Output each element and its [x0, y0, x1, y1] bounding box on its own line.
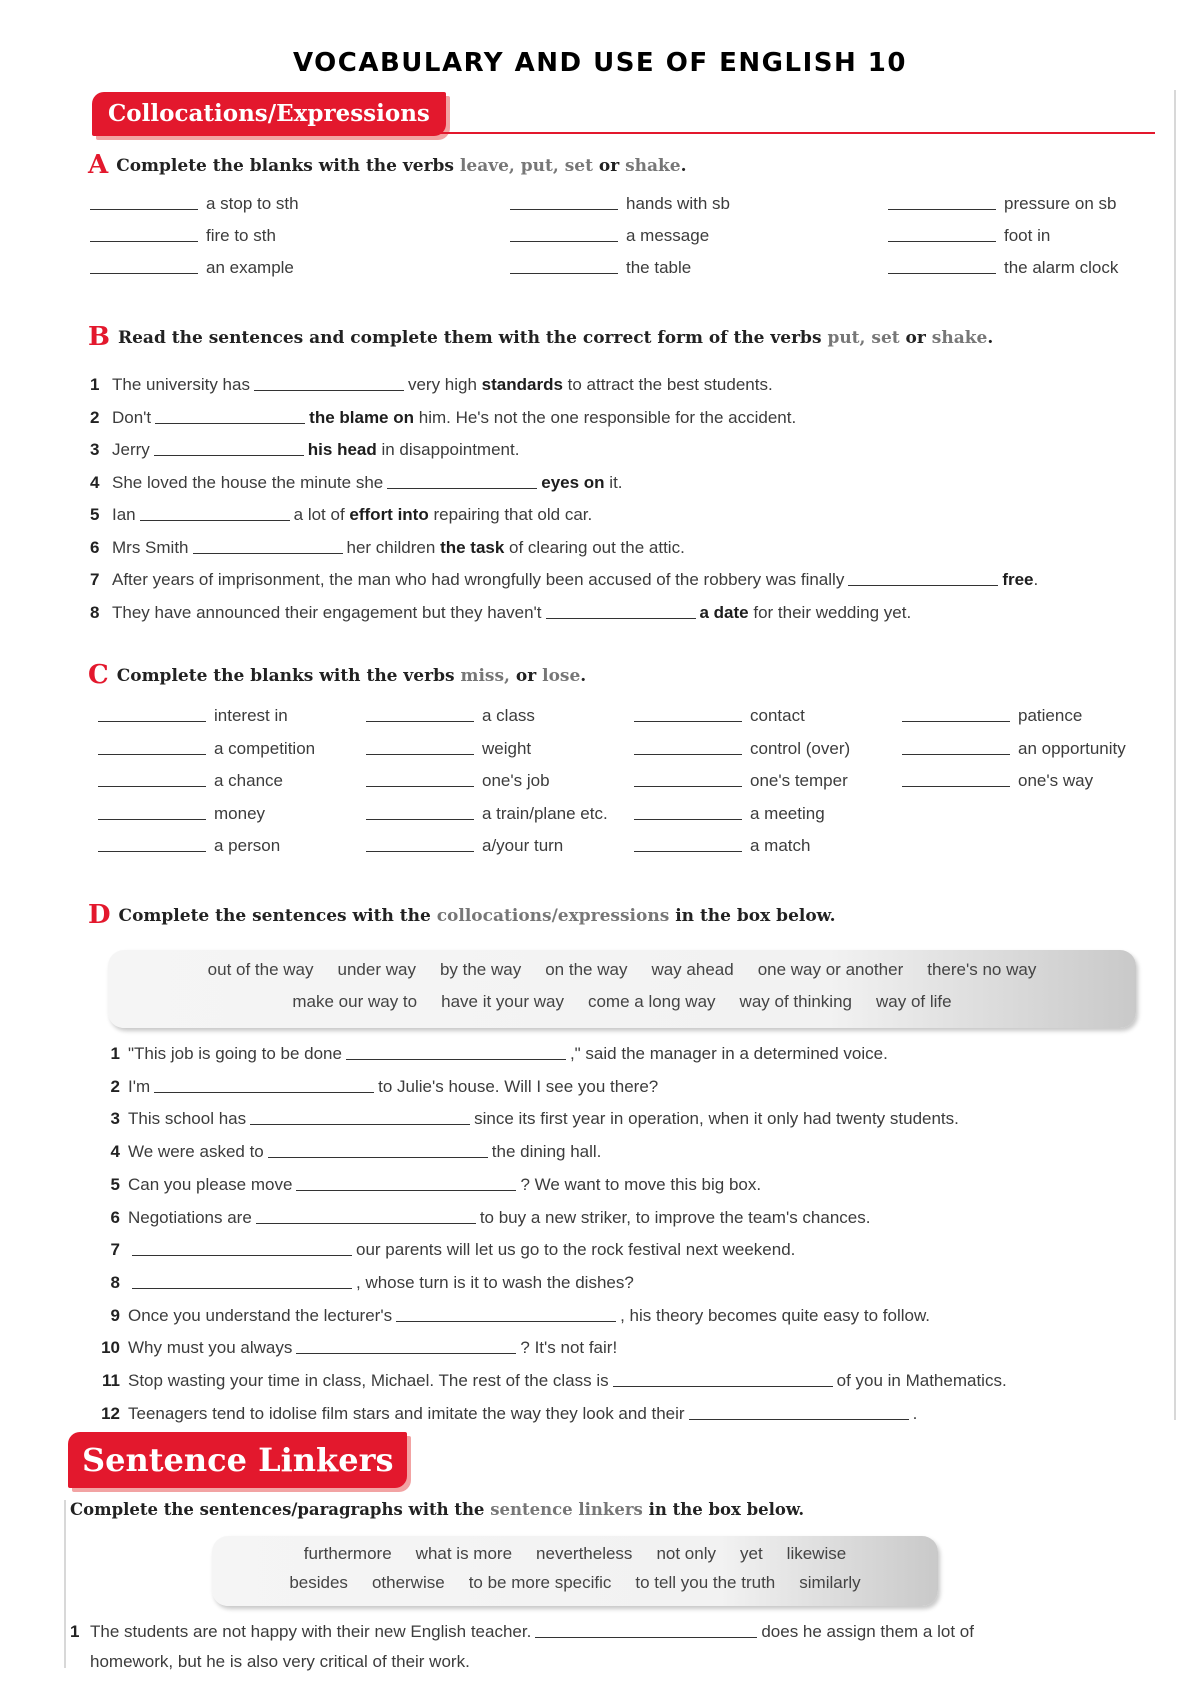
answer-blank[interactable]: [366, 721, 474, 722]
sentence-b-2: [90, 408, 796, 428]
answer-blank[interactable]: [346, 1059, 566, 1060]
vocab-item: [634, 836, 810, 856]
vocab-item-text: interest in: [214, 706, 288, 725]
vocab-item-text: a competition: [214, 738, 316, 758]
vocab-item: [634, 771, 848, 791]
answer-blank[interactable]: [98, 754, 206, 755]
answer-blank[interactable]: [193, 553, 343, 554]
sentence-text: repairing that old car.: [428, 505, 593, 524]
sentence-b-5: [90, 505, 592, 525]
sentence-number: 1: [110, 1044, 120, 1063]
sentence-text: After years of imprisonment, the man who had wrongfully been accused of the robbery was finally: [112, 570, 845, 589]
sentence-d-11: [96, 1371, 1007, 1391]
answer-blank[interactable]: [90, 209, 198, 210]
vocab-item-text: weight: [482, 738, 532, 758]
sentence-text: ? It's not fair!: [520, 1338, 618, 1358]
sentence-d-4: [96, 1142, 601, 1162]
sentence-text: I'm: [128, 1076, 151, 1096]
sentence-text: the dining hall.: [491, 1142, 602, 1162]
answer-blank[interactable]: [256, 1223, 476, 1224]
sentence-text: in disappointment.: [376, 440, 520, 459]
answer-blank[interactable]: [634, 819, 742, 820]
answer-blank[interactable]: [535, 1637, 757, 1638]
vocab-item: [366, 706, 535, 726]
answer-blank[interactable]: [848, 585, 998, 586]
vocab-item: [98, 771, 283, 791]
answer-blank[interactable]: [396, 1321, 616, 1322]
word-box-item: what is more: [415, 1544, 513, 1563]
sentence-text: .: [1033, 570, 1039, 589]
word-box-item: by the way: [439, 960, 522, 979]
sentence-text: The university has: [112, 375, 250, 394]
vocab-item-text: a class: [482, 706, 535, 725]
sentence-number: 3: [90, 440, 100, 459]
sentence-text: of you in Mathematics.: [836, 1371, 1007, 1390]
target-collocation: the blame on: [309, 407, 415, 427]
word-box-item: way ahead: [651, 960, 734, 979]
sentence-b-7: [90, 570, 1038, 590]
sentence-d-1: [96, 1044, 888, 1064]
sentence-text: Stop wasting your time in class, Michael. The rest of the class is: [128, 1371, 609, 1390]
word-box-item: likewise: [786, 1544, 847, 1563]
word-box-row: [108, 992, 1136, 1012]
sentence-text: to Julie's house. Will I see you there?: [378, 1076, 659, 1096]
sentence-d-5: [96, 1175, 761, 1195]
vocab-item-text: foot in: [1004, 226, 1051, 245]
answer-blank[interactable]: [510, 273, 618, 274]
answer-blank[interactable]: [90, 273, 198, 274]
answer-blank[interactable]: [154, 1092, 374, 1093]
vocab-item-text: the alarm clock: [1004, 258, 1119, 277]
vocab-item: [634, 804, 825, 824]
vocab-item-text: money: [214, 803, 266, 823]
vocab-item: [510, 258, 691, 278]
answer-blank[interactable]: [888, 209, 996, 210]
word-box-item: out of the way: [207, 960, 314, 979]
sentence-text: ? We want to move this big box.: [520, 1174, 762, 1194]
sentence-b-4: [90, 473, 623, 493]
vocab-item: [98, 739, 315, 759]
sentence-text: , his theory becomes quite easy to follow.: [620, 1305, 931, 1325]
vocab-item: [888, 258, 1118, 278]
answer-blank[interactable]: [366, 851, 474, 852]
word-box-item: yet: [739, 1544, 763, 1563]
sentence-text: Negotiations are: [128, 1207, 252, 1227]
sentence-text: Teenagers tend to idolise film stars and imitate the way they look and their: [128, 1403, 685, 1423]
sentence-number: 8: [90, 602, 100, 622]
target-collocation: his head: [307, 440, 377, 459]
target-collocation: a date: [699, 602, 749, 622]
answer-blank[interactable]: [888, 241, 996, 242]
word-box-row: [108, 960, 1136, 980]
sentence-text: a lot of: [293, 505, 350, 524]
vocab-item-text: a person: [214, 836, 281, 855]
vocab-item: [366, 739, 531, 759]
word-box-item: similarly: [799, 1573, 861, 1592]
answer-blank[interactable]: [902, 786, 1010, 787]
answer-blank[interactable]: [387, 488, 537, 489]
vocab-item-text: hands with sb: [626, 194, 730, 213]
sentence-text: since its first year in operation, when it only had twenty students.: [474, 1109, 959, 1129]
collocations-banner: Collocations/Expressions: [92, 92, 446, 136]
vocab-item: [634, 739, 850, 759]
vocab-item-text: contact: [750, 706, 805, 725]
vocab-item-text: a chance: [214, 771, 283, 790]
sentence-text: , whose turn is it to wash the dishes?: [356, 1272, 634, 1292]
sentence-text: Why must you always: [128, 1338, 293, 1358]
word-box-item: furthermore: [303, 1544, 392, 1563]
section-c-letter: C: [88, 660, 109, 690]
sentence-text: Ian: [112, 505, 136, 524]
sentence-text: it.: [604, 472, 623, 492]
answer-blank[interactable]: [634, 721, 742, 722]
page-margin-line: [1174, 90, 1176, 1420]
sentence-number: 5: [110, 1174, 120, 1194]
sentence-number: 4: [90, 472, 100, 492]
sentence-d-7: [96, 1240, 795, 1260]
sentence-text: of clearing out the attic.: [504, 537, 685, 557]
sentence-b-3: [90, 440, 519, 460]
vocab-item: [902, 706, 1082, 726]
vocab-item-text: a match: [750, 836, 811, 855]
word-box-item: on the way: [545, 960, 628, 979]
linkers-word-box: [212, 1536, 938, 1606]
answer-blank[interactable]: [546, 618, 696, 619]
answer-blank[interactable]: [98, 819, 206, 820]
answer-blank[interactable]: [254, 390, 404, 391]
vocab-item-text: control (over): [750, 738, 851, 758]
answer-blank[interactable]: [366, 754, 474, 755]
answer-blank[interactable]: [132, 1255, 352, 1256]
vocab-item: [366, 836, 563, 856]
sentence-d-12: [96, 1404, 917, 1424]
sentence-b-6: [90, 538, 685, 558]
sentence-text: Can you please move: [128, 1174, 293, 1194]
answer-blank[interactable]: [510, 241, 618, 242]
sentence-text: Once you understand the lecturer's: [128, 1305, 393, 1325]
word-box-item: come a long way: [587, 992, 716, 1011]
sentence-d-9: [96, 1306, 930, 1326]
answer-blank[interactable]: [366, 786, 474, 787]
word-box-item: nevertheless: [536, 1544, 633, 1563]
sentence-text: Don't: [112, 407, 152, 427]
sentence-text: She loved the house the minute she: [112, 472, 384, 492]
vocab-item: [888, 226, 1050, 246]
word-box-item: otherwise: [371, 1573, 445, 1592]
target-collocation: standards: [481, 375, 563, 394]
vocab-item: [366, 804, 608, 824]
word-box-item: make our way to: [292, 992, 418, 1011]
section-d-instruction: D Complete the sentences with the collocations/expressions in the box below.: [88, 900, 836, 930]
sentence-text: her children: [346, 537, 441, 557]
sentence-number: 2: [90, 407, 100, 427]
target-collocation: eyes on: [541, 472, 605, 492]
vocab-item: [888, 194, 1116, 214]
vocab-item: [98, 804, 265, 824]
vocab-item: [634, 706, 805, 726]
linkers-sentence-1-continued: homework, but he is also very critical of their work.: [90, 1652, 470, 1671]
vocab-item-text: pressure on sb: [1004, 194, 1117, 213]
sentence-text: to attract the best students.: [562, 375, 773, 394]
answer-blank[interactable]: [98, 721, 206, 722]
vocab-item: [98, 706, 288, 726]
answer-blank[interactable]: [634, 754, 742, 755]
sentence-text: They have announced their engagement but they haven't: [112, 602, 542, 622]
section-divider-line: [390, 132, 1155, 134]
sentence-number: 9: [110, 1305, 120, 1325]
word-box-row: [212, 1573, 938, 1593]
vocab-item-text: a stop to sth: [206, 194, 299, 213]
section-b-letter: B: [88, 322, 110, 352]
word-box-item: under way: [337, 960, 416, 979]
word-box-item: way of thinking: [739, 992, 852, 1011]
vocab-item: [366, 771, 550, 791]
target-collocation: effort into: [349, 505, 429, 524]
vocab-item-text: fire to sth: [206, 226, 276, 245]
vocab-item-text: patience: [1018, 706, 1083, 725]
word-box-row: [212, 1544, 938, 1564]
target-collocation: the task: [440, 537, 505, 557]
vocab-item-text: an opportunity: [1018, 738, 1126, 758]
section-b-instruction: B Read the sentences and complete them with the correct form of the verbs put, set or shake.: [88, 322, 994, 352]
sentence-text: him. He's not the one responsible for the accident.: [414, 407, 797, 427]
sentence-b-1: [90, 375, 773, 395]
vocab-item-text: a meeting: [750, 803, 825, 823]
sentence-number: 8: [110, 1272, 120, 1292]
answer-blank[interactable]: [902, 721, 1010, 722]
word-box-item: not only: [656, 1544, 716, 1563]
word-box-item: one way or another: [757, 960, 904, 979]
answer-blank[interactable]: [268, 1157, 488, 1158]
answer-blank[interactable]: [634, 851, 742, 852]
linkers-sentence-1: 1 The students are not happy with their new English teacher. does he assign them a lot of: [70, 1622, 974, 1641]
sentence-d-2: [96, 1077, 658, 1097]
word-box-item: besides: [289, 1573, 348, 1592]
word-box-item: way of life: [876, 992, 952, 1011]
sentence-number: 2: [110, 1076, 120, 1096]
sentence-text: "This job is going to be done: [128, 1044, 342, 1063]
word-box-item: to be more specific: [468, 1573, 612, 1592]
vocab-item: [90, 226, 276, 246]
sentence-number: 7: [90, 570, 100, 589]
page-margin-line: [64, 1500, 66, 1668]
sentence-text: for their wedding yet.: [748, 602, 912, 622]
sentence-d-8: [96, 1273, 634, 1293]
answer-blank[interactable]: [510, 209, 618, 210]
sentence-number: 6: [90, 537, 100, 557]
vocab-item: [902, 771, 1093, 791]
answer-blank[interactable]: [634, 786, 742, 787]
sentence-d-3: [96, 1109, 959, 1129]
answer-blank[interactable]: [132, 1288, 352, 1289]
sentence-text: ," said the manager in a determined voice.: [569, 1044, 888, 1063]
answer-blank[interactable]: [689, 1419, 909, 1420]
sentence-number: 6: [110, 1207, 120, 1227]
answer-blank[interactable]: [902, 754, 1010, 755]
answer-blank[interactable]: [155, 423, 305, 424]
sentence-text: We were asked to: [128, 1142, 264, 1162]
sentence-number: 5: [90, 505, 100, 524]
vocab-item: [90, 194, 299, 214]
answer-blank[interactable]: [154, 455, 304, 456]
sentence-d-10: [96, 1338, 617, 1358]
sentence-linkers-banner: Sentence Linkers: [68, 1432, 407, 1488]
answer-blank[interactable]: [296, 1190, 516, 1191]
section-a-instruction: A Complete the blanks with the verbs leave, put, set or shake.: [88, 150, 687, 180]
vocab-item-text: a train/plane etc.: [482, 803, 608, 823]
answer-blank[interactable]: [250, 1124, 470, 1125]
answer-blank[interactable]: [98, 786, 206, 787]
vocab-item: [510, 194, 730, 214]
sentence-text: our parents will let us go to the rock festival next weekend.: [356, 1240, 796, 1260]
section-d-letter: D: [88, 900, 111, 930]
sentence-number: 4: [110, 1142, 120, 1162]
answer-blank[interactable]: [888, 273, 996, 274]
vocab-item-text: a message: [626, 226, 710, 245]
answer-blank[interactable]: [296, 1353, 516, 1354]
answer-blank[interactable]: [98, 851, 206, 852]
target-collocation: free: [1002, 570, 1034, 589]
sentence-d-6: [96, 1208, 870, 1228]
sentence-text: This school has: [128, 1109, 247, 1129]
vocab-item: [98, 836, 280, 856]
section-a-letter: A: [88, 150, 109, 180]
answer-blank[interactable]: [90, 241, 198, 242]
sentence-number: 12: [101, 1403, 120, 1423]
vocab-item-text: the table: [626, 258, 692, 277]
sentence-number: 7: [110, 1240, 120, 1260]
sentence-text: .: [912, 1403, 918, 1423]
word-box-item: to tell you the truth: [635, 1573, 776, 1592]
sentence-text: Mrs Smith: [112, 537, 189, 557]
answer-blank[interactable]: [140, 520, 290, 521]
sentence-number: 3: [110, 1109, 120, 1129]
sentence-number: 1: [90, 375, 100, 394]
vocab-item: [510, 226, 709, 246]
sentence-text: Jerry: [112, 440, 150, 459]
vocab-item: [90, 258, 294, 278]
sentence-number: 11: [102, 1371, 120, 1390]
section-c-instruction: C Complete the blanks with the verbs miss, or lose.: [88, 660, 587, 690]
sentence-text: to buy a new striker, to improve the team's chances.: [479, 1207, 871, 1227]
answer-blank[interactable]: [613, 1386, 833, 1387]
vocab-item-text: one's job: [482, 771, 550, 790]
vocab-item-text: one's way: [1018, 771, 1094, 790]
sentence-text: very high: [407, 375, 482, 394]
answer-blank[interactable]: [366, 819, 474, 820]
vocab-item-text: one's temper: [750, 771, 848, 790]
page-title: VOCABULARY AND USE OF ENGLISH 10: [293, 48, 907, 78]
vocab-item: [902, 739, 1126, 759]
linkers-instruction: Complete the sentences/paragraphs with the sentence linkers in the box below.: [70, 1500, 805, 1519]
section-d-word-box: [108, 950, 1136, 1028]
sentence-number: 10: [101, 1338, 120, 1358]
vocab-item-text: an example: [206, 258, 294, 277]
word-box-item: there's no way: [927, 960, 1037, 979]
sentence-b-8: [90, 603, 911, 623]
vocab-item-text: a/your turn: [482, 836, 564, 855]
word-box-item: have it your way: [441, 992, 564, 1011]
